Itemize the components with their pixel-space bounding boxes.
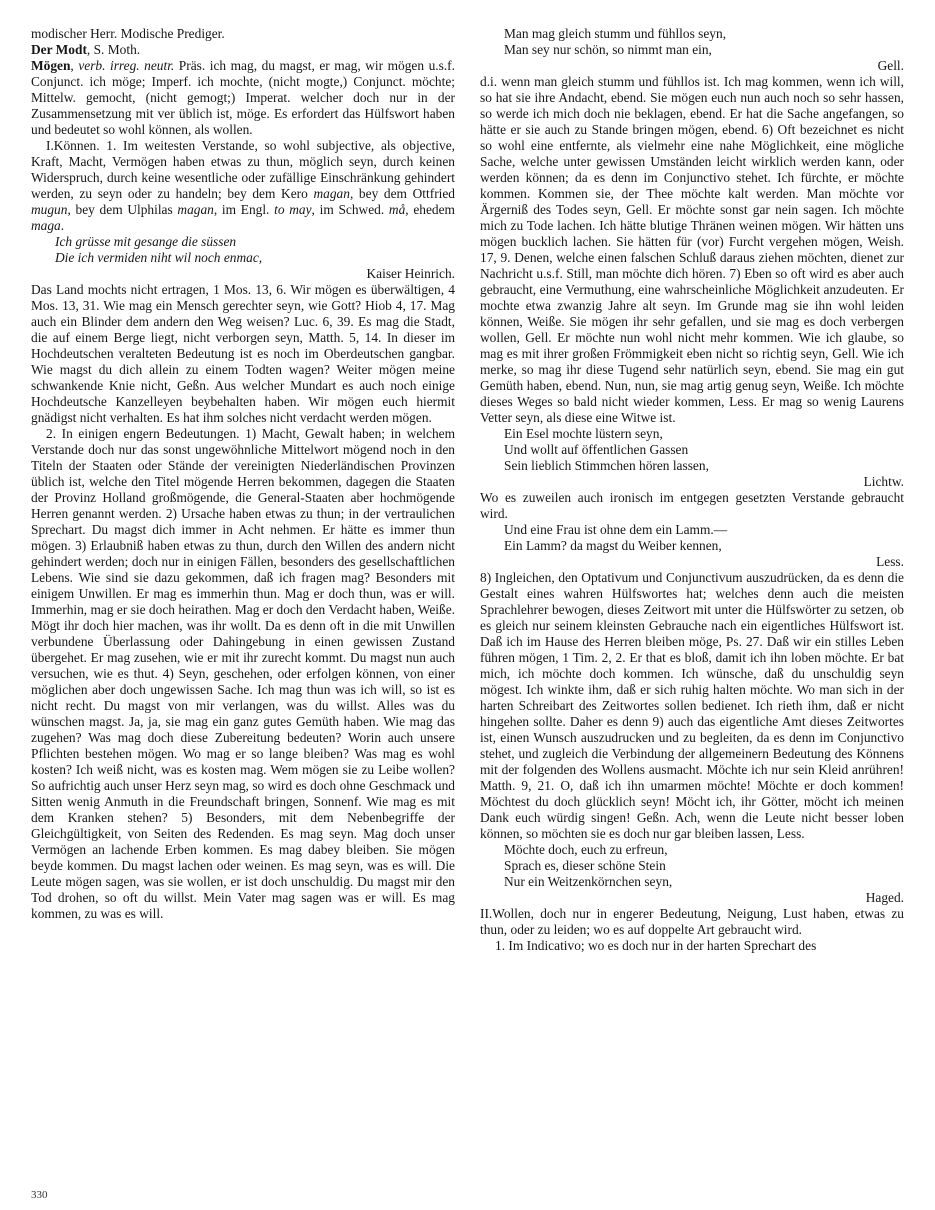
text-segment: Präs. ich mag, du magst, er mag, wir mögen u.s.f. Conjunct. ich möge; Imperf. ich mochte, (nicht mogte,) Conjunct. möchte; Mittelw. gemocht, (nicht gemogt;) Imperat. welcher doch nur in der Zusammensetzung mit ver üblich ist, möge. Es erfordert das Hülfswort haben und bedeutet so wohl können, als wollen. xyxy=(31,58,455,137)
paragraph xyxy=(480,74,904,426)
column-right xyxy=(480,26,904,954)
paragraph xyxy=(31,138,455,234)
text-segment: . xyxy=(60,218,65,233)
text-segment: Wo es zuweilen auch ironisch im entgegen gesetzten Verstande gebraucht wird. xyxy=(480,490,904,521)
text-segment: mugun xyxy=(31,202,68,217)
verse-line: Ein Lamm? da magst du Weiber kennen, xyxy=(504,538,722,553)
paragraph xyxy=(31,58,455,138)
attribution: Less. xyxy=(876,554,904,569)
attribution: Gell. xyxy=(877,58,904,73)
attribution: Haged. xyxy=(865,890,904,905)
text-segment: , S. Moth. xyxy=(86,42,141,57)
verse-line: Die ich vermiden niht wil noch enmac, xyxy=(55,250,263,265)
text-segment: , im Engl. xyxy=(213,202,275,217)
verse-line: Und eine Frau ist ohne dem ein Lamm.— xyxy=(504,522,728,537)
verse-line: Möchte doch, euch zu erfreun, xyxy=(504,842,668,857)
text-segment: II.Wollen, doch nur in engerer Bedeutung, Neigung, Lust haben, etwas zu thun, oder zu leiden; wo es auf doppelte Art gebraucht wird. xyxy=(480,906,904,937)
text-segment: 8) Ingleichen, den Optativum und Conjunctivum auszudrücken, da es denn die Gestalt eines wahren Hülfswortes hat; welches denn auch die meisten Sprachlehrer bewogen, dieses Zeitwort mit unter die Hülfswörter zu setzen, ob es gleich nur seinem kleinsten Gebrauche nach ein eigentliches Hülfswort ist. Daß ich im Hause des Herren bleiben möge, Ps. 27. Daß wir ein stilles Leben führen mögen, 1 Tim. 2, 2. Er that es bloß, damit ich ihn loben möchte. Er bat mich, ich möchte doch kommen. Ich wünsche, daß du unschuldig seyn mögest. Ich winkte ihm, daß er sich ruhig halten möchte. Wo man sich in der harten Schreibart des Zeitwortes sollen bedienet. Ich rieth ihm, daß er nicht hingehen sollte. Daher es denn 9) auch das eigentliche Amt dieses Zeitwortes ist, einen Wunsch auszudrucken und zu begleiten, da es denn im Conjunctivo stehet, und zugleich die Verbindung der allgemeinern Bedeutung des Könnens mit der folgenden des Wollens ausmacht. Möchte ich nur sein Kleid anrühren! Matth. 9, 21. O, daß ich ihn umarmen möchte! Möchte er doch kommen! Möchtest du doch glücklich seyn! Möcht ich, ihr Götter, möcht ich meinen Dank euch würdig singen! Geßn. Ach, wenn die Leute nicht besser loben können, so möchten sie es doch nur gar bleiben lassen, Less. xyxy=(480,570,904,841)
text-segment: 1. Im Indicativo; wo es doch nur in der harten Sprechart des xyxy=(495,938,817,953)
page-number: 330 xyxy=(31,1189,48,1201)
verse-line: Ich grüsse mit gesange die süssen xyxy=(55,234,237,249)
verse-line: Nur ein Weitzenkörnchen seyn, xyxy=(504,874,673,889)
verse-line: Und wollt auf öffentlichen Gassen xyxy=(504,442,689,457)
text-segment: , bey dem Ottfried xyxy=(349,186,456,201)
paragraph xyxy=(31,282,455,426)
paragraph xyxy=(31,26,455,42)
text-segment: I.Können. 1. Im weitesten Verstande, so wohl subjective, als objective, Kraft, Macht, Vermögen haben etwas zu thun, möglich seyn, durch keinen Widerspruch, durch keine wesentliche oder zufällige Einschränkung gehindert werden, zu seyn oder zu handeln; bey dem Kero xyxy=(31,138,455,201)
text-segment: d.i. wenn man gleich stumm und fühllos ist. Ich mag kommen, wenn ich will, so hat sie ihre Andacht, ebend. Sie mögen euch nun auch noch so sehr hassen, so werde ich mich doch nie beklagen, ebend. Er hat die Sache angefangen, so hätte er sie auch zu Stande bringen mögen, ebend. 6) Oft bezeichnet es nicht so wohl eine entfernte, als vielmehr eine nahe Möglichkeit, eine mögliche Sache, welche unter gewissen Umständen leicht wirklich werden kann, oder werden können; da es denn im Conjunctivo stehet. Ich fürchte, er möchte kommen. Kommen sie, der Thee möchte kalt werden. Man möchte vor Ärgerniß des Todes seyn, Gell. Er möchte sonst gar nein sagen. Ich möchte mich zu Tode lachen. Ich hätte blutige Thränen weinen mögen. Wir hätten uns mögen bucklich lachen. Sie hätten für (vor) Furcht vergehen mögen, Weish. 17, 9. Denen, welche einen falschen Schluß daraus ziehen möchten, dienet zur Nachricht u.s.f. Still, man möchte dich hören. 7) Eben so oft wird es aber auch gebraucht, eine Vermuthung, eine wahrscheinliche Möglichkeit anzudeuten. Er mochte etwa zwanzig Jahre alt seyn. Im Grunde mag sie ihn wohl leiden können, Weiße. Sie mögen ihr sehr gefallen, und sie mag es doch verbergen wollen, Gell. Er möchte nun wohl nicht mehr kommen. Wie ich glaube, so mag es mit ihrer großen Frömmigkeit eben nicht so richtig seyn, Gell. Wie ich merke, so mag ihr diese Tugend sehr natürlich seyn, ebend. Sie mag ein gut Gemüth haben, ebend. Nun, nun, sie mag artig genug seyn, Weiße. Ich möchte dieses Weges so bald nicht wieder kommen, Less. Er mag so wenig Laurens Vetter seyn, als diese eine Witwe ist. xyxy=(480,74,904,425)
attribution: Lichtw. xyxy=(863,474,904,489)
text-segment: magan xyxy=(313,186,350,201)
paragraph xyxy=(480,906,904,938)
text-segment: modischer Herr. Modische Prediger. xyxy=(31,26,225,41)
verse-line: Sein lieblich Stimmchen hören lassen, xyxy=(504,458,709,473)
text-segment: maga xyxy=(31,218,61,233)
text-segment: , xyxy=(70,58,79,73)
text-segment: to may xyxy=(274,202,312,217)
text-segment: må xyxy=(388,202,406,217)
text-segment: magan xyxy=(177,202,214,217)
text-segment: , bey dem Ulphilas xyxy=(67,202,178,217)
text-segment: , ehedem xyxy=(405,202,455,217)
paragraph xyxy=(31,42,455,58)
text-segment: 2. In einigen engern Bedeutungen. 1) Macht, Gewalt haben; in welchem Verstande doch nur das sonst ungewöhnliche Mittelwort mögend noch in den Titeln der Staaten oder Stände der vereinigten Niederländischen Provinzen üblich ist, welche den Titel mögende Herren bekommen, dagegen die Staaten der Provinz Holland großmögende, die General-Staaten aber hochmögende Herren genannt werden. 2) Ursache haben etwas zu thun; in der vertraulichen Sprechart. Du magst dich immer in Acht nehmen. Er hätte es immer thun mögen. 3) Erlaubniß haben etwas zu thun, durch den Willen des andern nicht gehindert werden; doch nur in einigen Fällen, besonders des gesellschaftlichen Lebens. Wie sind sie dazu gekommen, daß ich fragen mag? Besonders mit einigem Unwillen. Er mag es immerhin thun. Mag er doch thun, was er will. Immerhin, mag er sie doch heirathen. Mag er doch den Verdacht haben, Weiße. Mögt ihr doch hier machen, was ihr wollt. Da es denn oft in die mit Unwillen verbundene Überlassung oder Dahingebung in einen gewissen Zustand übergehet. Er mag zusehen, wie er mit ihr zurecht kommt. Du magst nun auch versuchen, wie es thut. 4) Seyn, geschehen, oder erfolgen können, von einer möglichen aber doch ungewissen Sache. Ich mag thun was ich will, so ist es nicht recht. Du magst von mir verlangen, was du willst. Alles was du wünschen magst. Ja, ja, sie mag ein ganz gutes Gemüth haben. Wie mag das zugehen? Was mag doch diese Zubereitung bedeuten? Worin auch unsere Pflichten bestehen mögen. Wo mag er so lange bleiben? Was mag es wohl kosten? Ich weiß nicht, was es kosten mag. Wem mögen sie zu Leibe wollen? So aufrichtig auch unser Herz seyn mag, so wird es doch ohne Geschmack und Sitten wenig Anmuth in die Freundschaft bringen, Sonnenf. Wie mag es mit dem Kranken stehen? 5) Besonders, mit dem Nebenbegriffe der Gleichgültigkeit, von Seiten des Redenden. Es mag seyn. Mag doch unser Vermögen an lachende Erben kommen. Es mag dabey bleiben. Sie mögen beyde kommen. Du magst lachen oder weinen. Es mag seyn, was es will. Die Leute mögen sagen, was sie wollen, er ist doch unschuldig. Du magst mir den Tod drohen, so oft du willst. Mein Vater mag sagen was er will. Es mag kommen, zu was es will. xyxy=(31,426,455,921)
text-segment: Der Modt xyxy=(31,42,87,57)
paragraph xyxy=(31,426,455,922)
verse-line: Man sey nur schön, so nimmt man ein, xyxy=(504,42,712,57)
paragraph xyxy=(480,490,904,522)
text-segment: verb. irreg. neutr. xyxy=(78,58,175,73)
paragraph xyxy=(480,570,904,842)
verse-line: Ein Esel mochte lüstern seyn, xyxy=(504,426,663,441)
verse-line: Man mag gleich stumm und fühllos seyn, xyxy=(504,26,727,41)
text-segment: Das Land mochts nicht ertragen, 1 Mos. 13, 6. Wir mögen es überwältigen, 4 Mos. 13, 31. Wie mag ein Mensch gerechter seyn, wie Gott? Hiob 4, 17. Mag auch ein Blinder dem andern den Weg weisen? Luc. 6, 39. Es mag die Stadt, die auf einem Berge liegt, nicht verborgen seyn, Matth. 5, 14. In dieser im Hochdeutschen veralteten Bedeutung ist es noch im Oberdeutschen gangbar. Wie magst du dich allein zu einem Todten wagen? Weiter mögen meine schwankende Knie nicht, Geßn. Aus welcher Mundart es auch noch einige Hochdeutsche Kanzelleyen beybehalten haben. Wir mögen euch hiermit gnädigst nicht verhalten. Es hat ihm solches nicht verdacht werden mögen. xyxy=(31,282,455,425)
attribution: Kaiser Heinrich. xyxy=(366,266,455,281)
text-segment: , im Schwed. xyxy=(311,202,389,217)
column-left xyxy=(31,26,455,922)
paragraph xyxy=(480,938,904,954)
verse-line: Sprach es, dieser schöne Stein xyxy=(504,858,666,873)
text-columns xyxy=(31,26,904,954)
text-segment: Mögen xyxy=(31,58,71,73)
